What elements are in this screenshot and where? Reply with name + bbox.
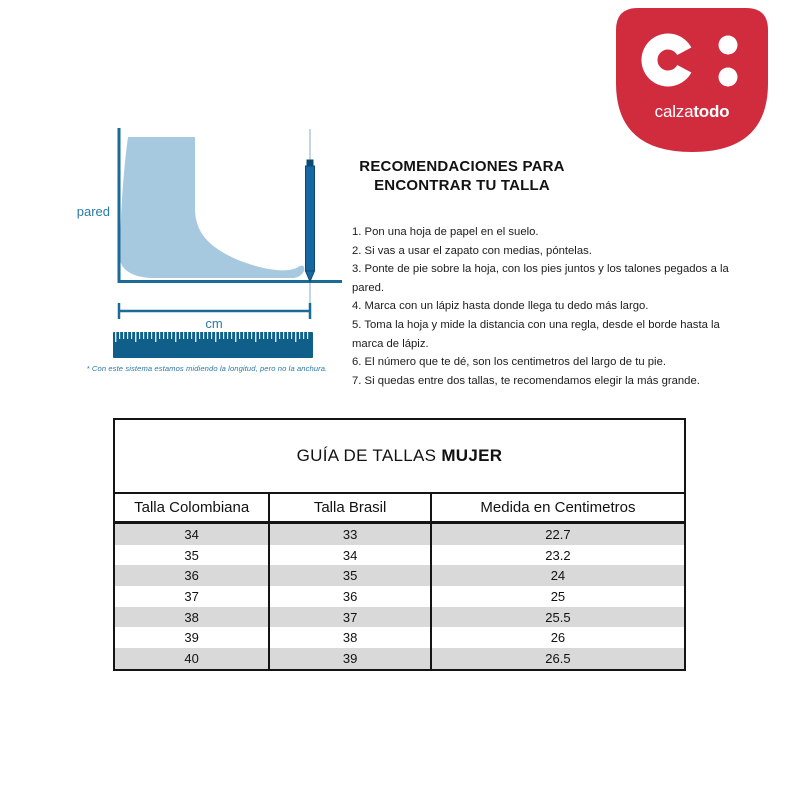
cell: 25.5 <box>431 607 685 628</box>
step-item: 2. Si vas a usar el zapato con medias, póntelas. <box>352 244 592 257</box>
cell: 35 <box>114 545 269 566</box>
logo-wordmark-regular: calza <box>654 102 694 121</box>
table-row <box>114 627 685 648</box>
logo-wordmark <box>655 102 730 121</box>
step-item: 7. Si quedas entre dos tallas, te recomendamos elegir la más grande. <box>352 374 700 387</box>
cell: 39 <box>114 627 269 648</box>
column-header: Medida en Centimetros <box>431 493 685 523</box>
recommendations-title <box>332 157 592 195</box>
logo-colon-dot-bottom <box>719 68 738 87</box>
cell: 35 <box>269 565 431 586</box>
recommendations-steps <box>352 223 744 390</box>
logo-shield <box>616 8 768 152</box>
cell: 34 <box>269 545 431 566</box>
column-header: Talla Brasil <box>269 493 431 523</box>
measuring-note: * Con este sistema estamos midiendo la longitud, pero no la anchura. <box>86 364 328 373</box>
cell: 26 <box>431 627 685 648</box>
size-table-title <box>114 419 685 493</box>
size-table-title-regular: GUÍA DE TALLAS <box>296 446 442 465</box>
pencil-icon <box>306 160 315 282</box>
cell: 33 <box>269 523 431 545</box>
recommendations-title-line2: ENCONTRAR TU TALLA <box>374 177 550 194</box>
logo-wordmark-bold: todo <box>693 102 730 121</box>
cell: 37 <box>114 586 269 607</box>
cell: 26.5 <box>431 648 685 670</box>
step-item: 6. El número que te dé, son los centimetros del largo de tu pie. <box>352 356 666 369</box>
size-table-header-row <box>114 493 685 523</box>
cell: 38 <box>269 627 431 648</box>
step-item: 3. Ponte de pie sobre la hoja, con los pies juntos y los talones pegados a la pared. <box>352 263 729 294</box>
table-row <box>114 648 685 670</box>
ruler-icon <box>113 332 313 358</box>
cell: 34 <box>114 523 269 545</box>
wall-label: pared <box>76 204 110 219</box>
table-row <box>114 607 685 628</box>
cell: 24 <box>431 565 685 586</box>
cell: 39 <box>269 648 431 670</box>
cell: 25 <box>431 586 685 607</box>
logo-colon-dot-top <box>719 36 738 55</box>
cell: 36 <box>269 586 431 607</box>
cell: 23.2 <box>431 545 685 566</box>
cell: 22.7 <box>431 523 685 545</box>
cell: 36 <box>114 565 269 586</box>
step-item: 1. Pon una hoja de papel en el suelo. <box>352 226 539 238</box>
table-row <box>114 523 685 545</box>
table-row <box>114 586 685 607</box>
size-table <box>113 418 686 671</box>
step-item: 5. Toma la hoja y mide la distancia con una regla, desde el borde hasta la marca de lápiz. <box>352 318 720 350</box>
calzatodo-logo <box>613 5 771 155</box>
size-table-title-row <box>114 419 685 493</box>
recommendations-title-line1: RECOMENDACIONES PARA <box>359 158 565 175</box>
cm-label: cm <box>205 316 223 331</box>
column-header: Talla Colombiana <box>114 493 269 523</box>
table-row <box>114 565 685 586</box>
size-table-title-bold: MUJER <box>441 446 503 465</box>
foot-silhouette <box>120 137 304 278</box>
table-row <box>114 545 685 566</box>
cell: 37 <box>269 607 431 628</box>
cell: 38 <box>114 607 269 628</box>
foot-measuring-diagram <box>58 120 350 382</box>
cell: 40 <box>114 648 269 670</box>
step-item: 4. Marca con un lápiz hasta donde llega tu dedo más largo. <box>352 300 649 313</box>
